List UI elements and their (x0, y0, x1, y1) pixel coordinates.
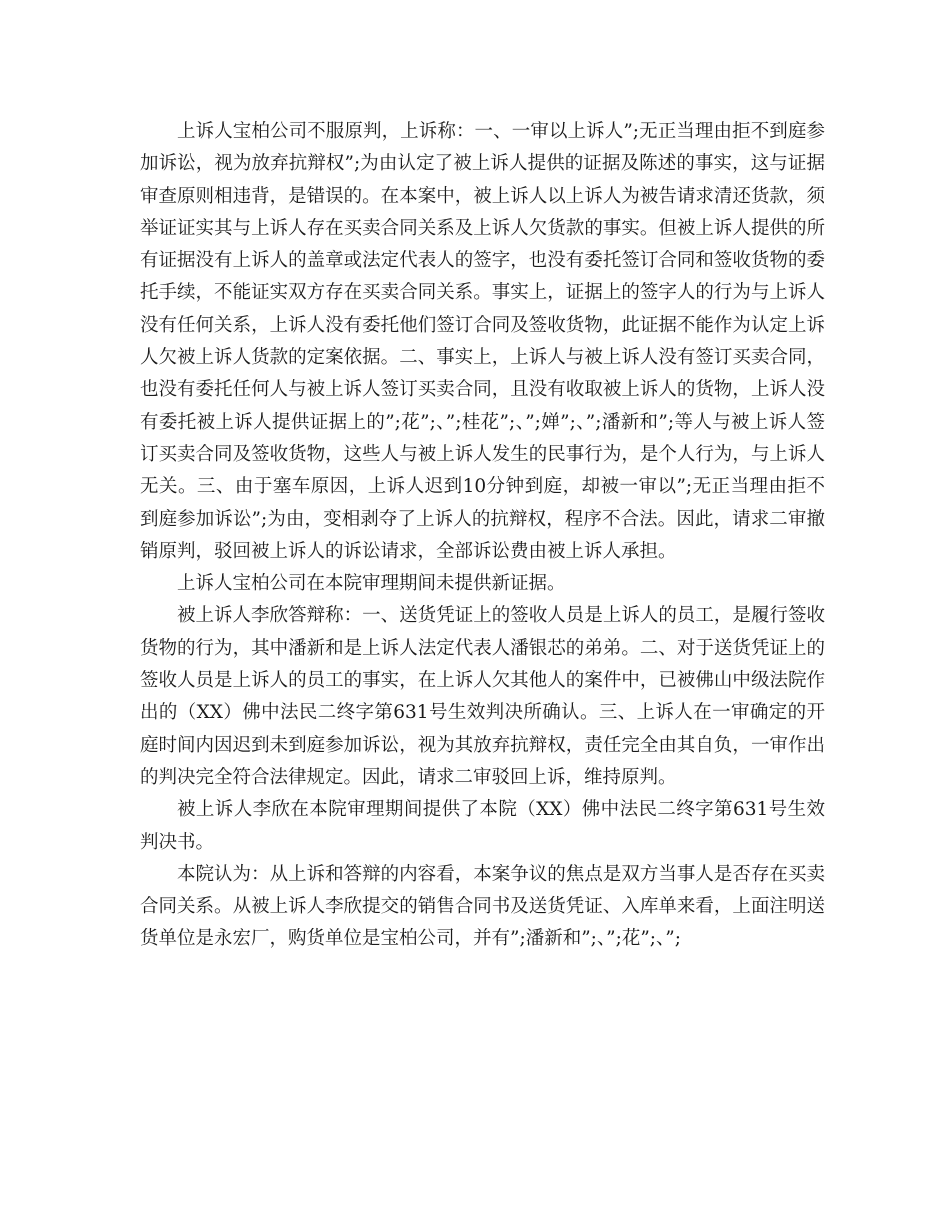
paragraph-appeal-claims: 上诉人宝柏公司不服原判，上诉称：一、一审以上诉人”;无正当理由拒不到庭参加诉讼，视为放弃抗辩权”;为由认定了被上诉人提供的证据及陈述的事实，这与证据审查原则相违背，是错误的。在本案中，被上诉人以上诉人为被告请求清还货款，须举证证实其与上诉人存在买卖合同关系及上诉人欠货款的事实。但被上诉人提供的所有证据没有上诉人的盖章或法定代表人的签字，也没有委托签订合同和签收货物的委托手续，不能证实双方存在买卖合同关系。事实上，证据上的签字人的行为与上诉人没有任何关系，上诉人没有委托他们签订合同及签收货物，此证据不能作为认定上诉人欠被上诉人货款的定案依据。二、事实上，上诉人与被上诉人没有签订买卖合同，也没有委托任何人与被上诉人签订买卖合同，且没有收取被上诉人的货物，上诉人没有委托被上诉人提供证据上的”;花”;、”;桂花”;、”;婵”;、”;潘新和”;等人与被上诉人签订买卖合同及签收货物，这些人与被上诉人发生的民事行为，是个人行为，与上诉人无关。三、由于塞车原因，上诉人迟到10分钟到庭，却被一审以”;无正当理由拒不到庭参加诉讼”;为由，变相剥夺了上诉人的抗辩权，程序不合法。因此，请求二审撤销原判，驳回被上诉人的诉讼请求，全部诉讼费由被上诉人承担。 (140, 121, 825, 562)
paragraph-appellee-defense: 被上诉人李欣答辩称：一、送货凭证上的签收人员是上诉人的员工，是履行签收货物的行为，其中潘新和是上诉人法定代表人潘银芯的弟弟。二、对于送货凭证上的签收人员是上诉人的员工的事实，在上诉人欠其他人的案件中，已被佛山中级法院作出的（XX）佛中法民二终字第631号生效判决所确认。三、上诉人在一审确定的开庭时间内因迟到未到庭参加诉讼，视为其放弃抗辩权，责任完全由其自负，一审作出的判决完全符合法律规定。因此，请求二审驳回上诉，维持原判。 (140, 605, 825, 788)
paragraph-appellant-no-new-evidence: 上诉人宝柏公司在本院审理期间未提供新证据。 (177, 573, 566, 595)
paragraph-appellee-evidence: 被上诉人李欣在本院审理期间提供了本院（XX）佛中法民二终字第631号生效判决书。 (140, 799, 825, 853)
document-body (140, 116, 825, 956)
paragraph-court-opinion: 本院认为：从上诉和答辩的内容看，本案争议的焦点是双方当事人是否存在买卖合同关系。从被上诉人李欣提交的销售合同书及送货凭证、入库单来看，上面注明送货单位是永宏厂，购货单位是宝柏公司，并有”;潘新和”;、”;花”;、”; (140, 863, 825, 950)
